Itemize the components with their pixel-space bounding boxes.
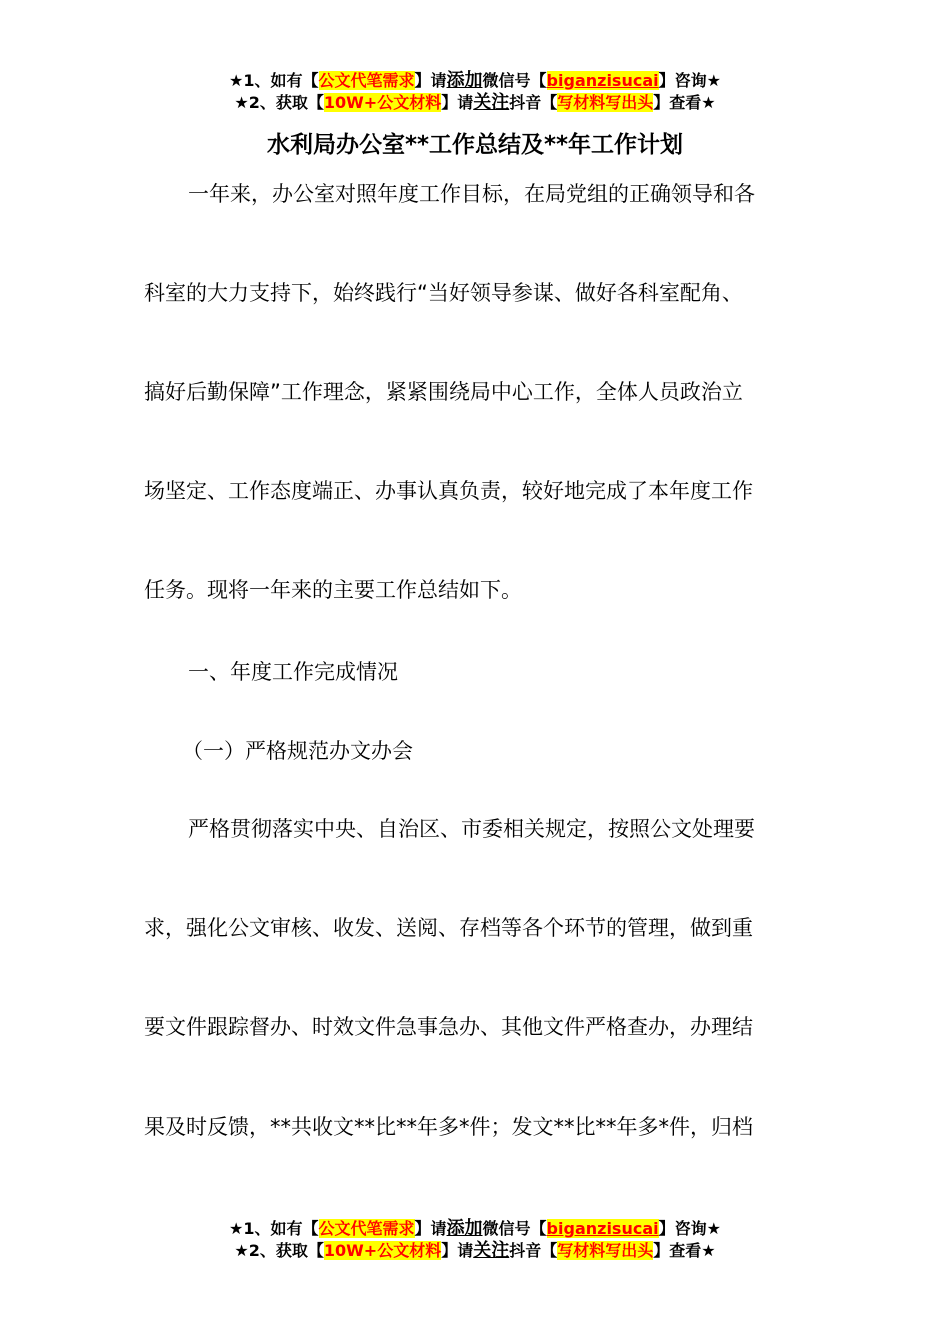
promo-line-2 <box>0 1240 950 1262</box>
promo-emphasis: 关注 <box>473 1240 510 1261</box>
promo-text: ★2、获取【 <box>234 93 324 112</box>
promo-text: 】请 <box>414 1219 447 1238</box>
promo-banner-bottom <box>0 1218 950 1262</box>
promo-text: ★2、获取【 <box>234 1241 324 1260</box>
promo-highlight-douyin: 写材料写出头 <box>557 1241 654 1260</box>
promo-text: 】查看★ <box>653 93 716 112</box>
promo-highlight-materials: 10W+公文材料 <box>323 93 442 112</box>
promo-text: ★1、如有【 <box>229 1219 319 1238</box>
subsection-heading: （一）严格规范办文办会 <box>182 739 413 763</box>
promo-emphasis: 添加 <box>446 70 483 91</box>
promo-text: 】请 <box>414 71 447 90</box>
body-line: 要文件跟踪督办、时效文件急事急办、其他文件严格查办，办理结 <box>144 1015 753 1039</box>
promo-text: 抖音【 <box>509 93 558 112</box>
promo-text: 】咨询★ <box>658 71 721 90</box>
promo-emphasis: 添加 <box>446 1218 483 1239</box>
promo-emphasis: 关注 <box>473 92 510 113</box>
intro-line: 科室的大力支持下，始终践行“当好领导参谋、做好各科室配角、 <box>144 281 743 305</box>
promo-wechat-id-link[interactable]: biganzisucai <box>546 1219 659 1238</box>
body-line: 果及时反馈，**共收文**比**年多*件；发文**比**年多*件，归档 <box>144 1115 753 1139</box>
intro-line: 场坚定、工作态度端正、办事认真负责，较好地完成了本年度工作 <box>144 479 753 503</box>
intro-line: 搞好后勤保障”工作理念，紧紧围绕局中心工作，全体人员政治立 <box>144 380 743 404</box>
promo-highlight-materials: 10W+公文材料 <box>323 1241 442 1260</box>
promo-text: 】查看★ <box>653 1241 716 1260</box>
document-title: 水利局办公室**工作总结及**年工作计划 <box>266 132 684 158</box>
promo-wechat-id-link[interactable]: biganzisucai <box>546 71 659 90</box>
section-heading: 一、年度工作完成情况 <box>188 660 398 684</box>
promo-highlight-service: 公文代笔需求 <box>318 71 415 90</box>
promo-text: 】咨询★ <box>658 1219 721 1238</box>
promo-banner-top <box>0 70 950 114</box>
promo-line-2 <box>0 92 950 114</box>
promo-text: 】请 <box>441 1241 474 1260</box>
promo-text: 】请 <box>441 93 474 112</box>
promo-highlight-douyin: 写材料写出头 <box>557 93 654 112</box>
intro-line: 任务。现将一年来的主要工作总结如下。 <box>144 578 522 602</box>
promo-text: 抖音【 <box>509 1241 558 1260</box>
promo-text: 微信号【 <box>482 1219 547 1238</box>
intro-line: 一年来，办公室对照年度工作目标，在局党组的正确领导和各 <box>188 182 755 206</box>
promo-text: 微信号【 <box>482 71 547 90</box>
body-line: 严格贯彻落实中央、自治区、市委相关规定，按照公文处理要 <box>188 817 755 841</box>
promo-line-1 <box>0 70 950 92</box>
promo-line-1 <box>0 1218 950 1240</box>
body-line: 求，强化公文审核、收发、送阅、存档等各个环节的管理，做到重 <box>144 916 753 940</box>
promo-text: ★1、如有【 <box>229 71 319 90</box>
promo-highlight-service: 公文代笔需求 <box>318 1219 415 1238</box>
